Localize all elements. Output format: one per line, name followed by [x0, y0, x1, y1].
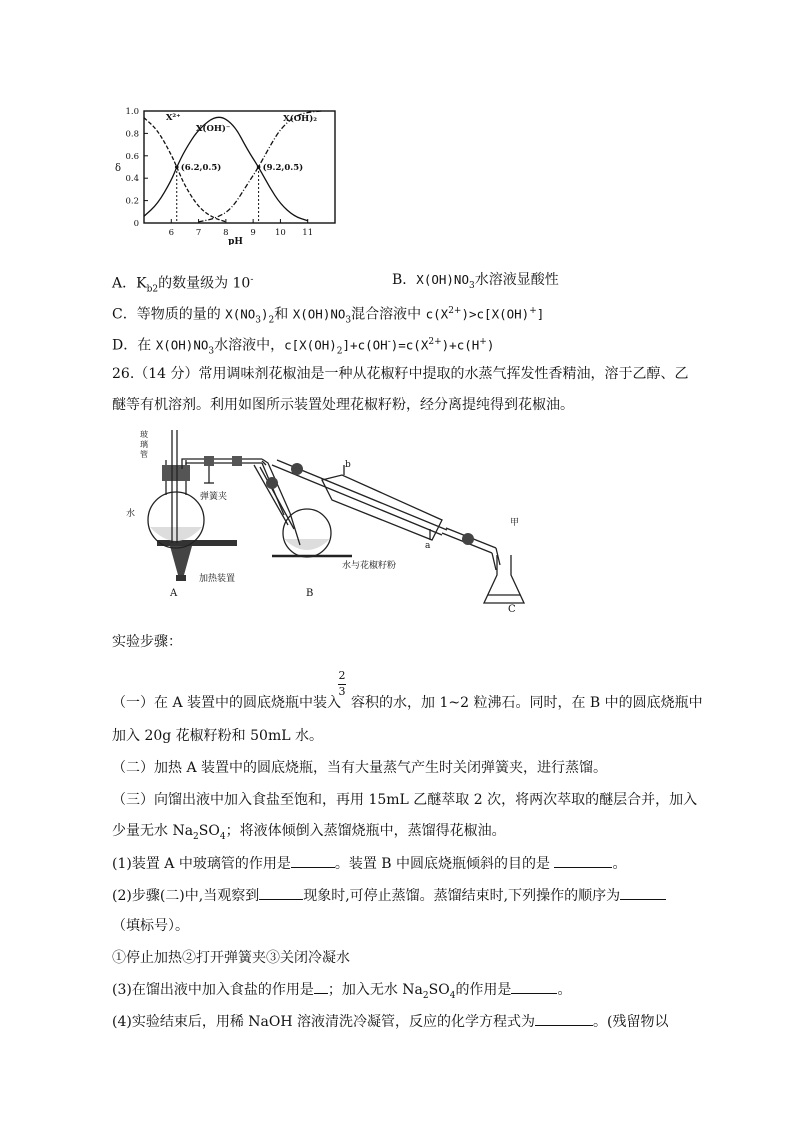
step3-line1: （三）向馏出液中加入食盐至饱和，再用 15mL 乙醚萃取 2 次，将两次萃取的醚层合并，加入: [112, 792, 698, 808]
label-c: C: [508, 604, 516, 615]
label-a: A: [170, 588, 178, 599]
spring-clamp: [204, 456, 262, 483]
answer-blank[interactable]: [511, 979, 557, 994]
option-d: D．在 $X(OH)NO_3$水溶液中，$c[X(OH)_2]+c(OH^-)=c(X^{2+})+c(H^+)$: [112, 337, 495, 357]
y-tick-label: 0: [133, 219, 139, 229]
x-tick-label: 7: [195, 228, 202, 238]
x-tick-label: 9: [250, 228, 256, 238]
annotation-point: [257, 165, 261, 169]
q26-intro-line2: 醚等有机溶剂。利用如图所示装置处理花椒籽粉，经分离提纯得到花椒油。: [112, 397, 574, 413]
steps-heading: 实验步骤：: [112, 634, 182, 650]
y-tick-label: 0.2: [125, 196, 139, 207]
label-heater: 加热装置: [199, 574, 236, 584]
label-water: 水: [126, 509, 136, 519]
flask-b: [254, 459, 352, 557]
question-4: (4)实验结束后，用稀 NaOH 溶液清洗冷凝管，反应的化学方程式为 。(残留物以: [112, 1011, 668, 1032]
y-tick-label: 0.6: [125, 151, 139, 162]
x-tick-label: 8: [223, 228, 229, 238]
annotation-label: (9.2,0.5): [262, 163, 304, 173]
series-label-1: X(OH)⁻: [195, 124, 231, 135]
question-2-line2: （填标号）。: [112, 918, 189, 934]
flask-c: [484, 555, 524, 603]
flask-a: [148, 430, 237, 581]
y-tick-label: 0.8: [125, 129, 139, 140]
condenser: [272, 460, 500, 570]
label-b: B: [306, 588, 314, 599]
answer-blank[interactable]: [620, 885, 666, 900]
label-spring-clamp: 弹簧夹: [200, 492, 228, 502]
answer-blank[interactable]: [259, 885, 303, 900]
step2: （二）加热 A 装置中的圆底烧瓶，当有大量蒸气产生时关闭弹簧夹，进行蒸馏。: [112, 760, 608, 776]
label-glass-tube: 玻璃管: [140, 430, 148, 459]
plot-frame: [144, 111, 335, 223]
annotation-label: (6.2,0.5): [180, 163, 222, 173]
label-port-b: b: [345, 460, 351, 470]
series-label-2: X(OH)₂: [283, 114, 317, 125]
series-label-0: X²⁺: [165, 112, 181, 123]
x-tick-label: 6: [168, 228, 174, 238]
question-3: (3)在馏出液中加入食盐的作用是 ；加入无水 $Na_2SO_4$的作用是 。: [112, 979, 571, 1006]
y-tick-label: 0.4: [125, 174, 139, 185]
option-a: A．$K_{b2}$的数量级为 10-: [112, 275, 254, 295]
fraction-denominator: 3: [338, 685, 346, 698]
question-2-line1: (2)步骤(二)中,当观察到 现象时,可停止蒸馏。蒸馏结束时,下列操作的顺序为: [112, 885, 666, 906]
question-1: (1)装置 A 中玻璃管的作用是 。装置 B 中圆底烧瓶倾斜的目的是 。: [112, 853, 626, 874]
distribution-chart: [110, 105, 340, 245]
x-tick-label: 10: [275, 228, 286, 238]
y-tick-label: 1.0: [125, 107, 139, 117]
answer-blank[interactable]: [535, 1011, 593, 1026]
answer-blank[interactable]: [554, 853, 612, 868]
option-b: B．$X(OH)NO_3$水溶液显酸性: [392, 272, 559, 291]
label-port-a: a: [425, 541, 431, 551]
x-tick-label: 11: [302, 228, 314, 238]
fraction-numerator: 2: [338, 669, 346, 682]
annotation-point: [175, 165, 179, 169]
answer-blank[interactable]: [291, 853, 335, 868]
step1-line2: 加入 20g 花椒籽粉和 50mL 水。: [112, 728, 323, 744]
question-2-options: ①停止加热②打开弹簧夹③关闭冷凝水: [112, 950, 350, 966]
step1-line1: （一）在 A 装置中的圆底烧瓶中装入 容积的水，加 1~2 粒沸石。同时，在 B 中的圆底烧瓶中: [112, 695, 703, 711]
step3-line2: 少量无水 $Na_2SO_4$；将液体倾倒入蒸馏烧瓶中，蒸馏得花椒油。: [112, 823, 506, 842]
apparatus-diagram: [112, 425, 552, 610]
label-water-pepper: 水与花椒籽粉: [342, 561, 397, 571]
q26-intro-line1: 26.（14 分）常用调味剂花椒油是一种从花椒籽中提取的水蒸气挥发性香精油，溶于乙醇、乙: [112, 366, 689, 382]
label-jia: 甲: [510, 518, 520, 528]
y-axis-label: δ: [114, 163, 122, 174]
answer-blank[interactable]: [314, 979, 328, 994]
x-axis-label: pH: [228, 237, 243, 245]
option-c: C．等物质的量的 $X(NO_3)_2$和 $X(OH)NO_3$混合溶液中 $c(X^{2+})>c[X(OH)^+]$: [112, 306, 545, 326]
